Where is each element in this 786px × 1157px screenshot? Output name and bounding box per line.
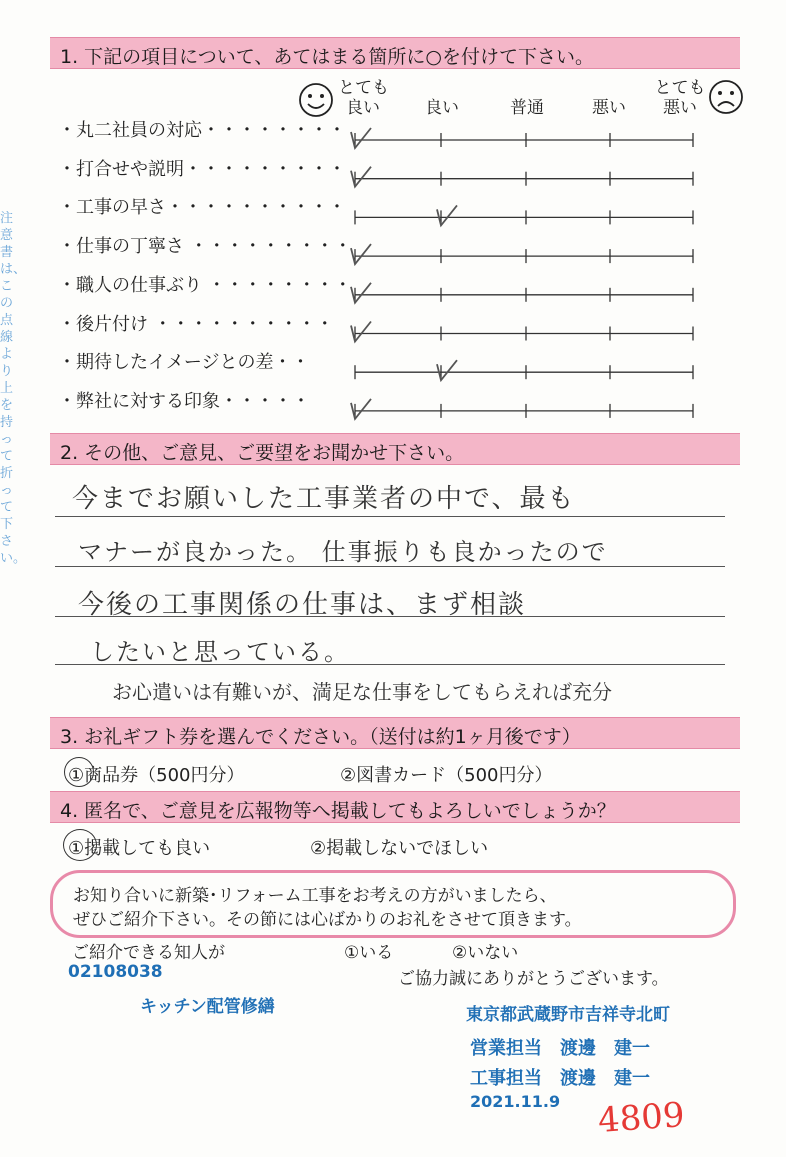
- rating-check-mark: [351, 399, 371, 419]
- stamp-sales-rep: 営業担当 渡邊 建一: [470, 1038, 650, 1059]
- gift-option-voucher[interactable]: ①商品券（500円分）: [68, 765, 245, 786]
- record-code: 02108038: [68, 962, 163, 982]
- scale-header-good: 良い: [425, 98, 459, 118]
- comment-note: お心遣いは有難いが、満足な仕事をしてもらえれば充分: [112, 680, 612, 704]
- q4-header-band: [50, 791, 740, 823]
- referral-option-yes[interactable]: ①いる: [344, 943, 394, 963]
- rating-check-mark: [437, 360, 457, 380]
- q1-title: 1. 下記の項目について、あてはまる箇所に○を付けて下さい。: [60, 46, 594, 68]
- referral-box: [50, 870, 736, 938]
- stamp-construction-rep: 工事担当 渡邊 建一: [470, 1068, 650, 1089]
- q2-title: 2. その他、ご意見、ご要望をお聞かせ下さい。: [60, 442, 465, 464]
- rating-item-label: ・仕事の丁寧さ ・・・・・・・・・: [58, 236, 352, 258]
- referral-line-1: お知り合いに新築･リフォーム工事をお考えの方がいましたら、: [73, 886, 557, 906]
- rating-item-label: ・工事の早さ・・・・・・・・・・: [58, 197, 346, 219]
- rating-item-label: ・弊社に対する印象・・・・・: [58, 390, 310, 412]
- comment-line-2: マナーが良かった。 仕事振りも良かったので: [78, 538, 608, 566]
- rating-item-label: ・打合せや説明・・・・・・・・・: [58, 158, 346, 180]
- scale-header-bad: 悪い: [592, 98, 626, 118]
- q3-header-band: [50, 717, 740, 749]
- q3-title: 3. お礼ギフト券を選んでください。（送付は約1ヶ月後です）: [60, 726, 581, 748]
- job-name: キッチン配管修繕: [140, 997, 275, 1017]
- publish-option-yes-circle: [63, 829, 97, 861]
- comment-line-4: したいと思っている。: [90, 638, 350, 666]
- handwritten-number: 4809: [596, 1095, 686, 1141]
- scale-header-normal: 普通: [510, 98, 544, 118]
- referral-line-2: ぜひご紹介下さい。その節には心ばかりのお礼をさせて頂きます。: [73, 910, 582, 930]
- q2-header-band: [50, 433, 740, 465]
- stamp-address: 東京都武蔵野市吉祥寺北町: [466, 1005, 670, 1025]
- gift-option-voucher-circle: [64, 757, 94, 787]
- gift-option-book-card[interactable]: ②図書カード（500円分）: [340, 765, 553, 786]
- rating-check-mark: [351, 244, 371, 264]
- rating-check-mark: [351, 128, 371, 148]
- comment-line-1: 今までお願いした工事業者の中で、最も: [72, 484, 576, 514]
- margin-note: 注意書は、この点線より上を持って折って下さい。: [0, 211, 27, 566]
- referral-option-no[interactable]: ②いない: [452, 943, 519, 963]
- rating-check-mark: [437, 205, 457, 225]
- scale-header-very-good-l1: とても: [338, 78, 389, 98]
- rating-item-label: ・丸二社員の対応・・・・・・・・: [58, 120, 346, 141]
- scale-header-very-bad-l2: 悪い: [663, 98, 697, 118]
- publish-option-yes[interactable]: ①掲載しても良い: [68, 838, 211, 859]
- rating-check-mark: [351, 283, 371, 303]
- rating-scales: [0, 0, 786, 430]
- rating-item-label: ・期待したイメージとの差・・: [58, 352, 310, 374]
- rating-item-label: ・職人の仕事ぶり ・・・・・・・・: [58, 274, 352, 296]
- stamp-date: 2021.11.9: [470, 1092, 561, 1111]
- rating-check-mark: [351, 167, 371, 187]
- comment-line-3: 今後の工事関係の仕事は、まず相談: [78, 590, 527, 620]
- thanks-text: ご協力誠にありがとうございます。: [398, 969, 669, 989]
- scale-header-very-good-l2: 良い: [346, 98, 380, 118]
- publish-option-no[interactable]: ②掲載しないでほしい: [310, 838, 489, 859]
- comment-rule-1: [55, 516, 725, 517]
- scale-header-very-bad-l1: とても: [654, 78, 706, 98]
- rating-item-label: ・後片付け ・・・・・・・・・・: [58, 313, 334, 335]
- q4-title: 4. 匿名で、ご意見を広報物等へ掲載してもよろしいでしょうか？: [60, 800, 616, 822]
- rating-check-mark: [351, 322, 371, 342]
- referral-question: ご紹介できる知人が: [72, 943, 225, 963]
